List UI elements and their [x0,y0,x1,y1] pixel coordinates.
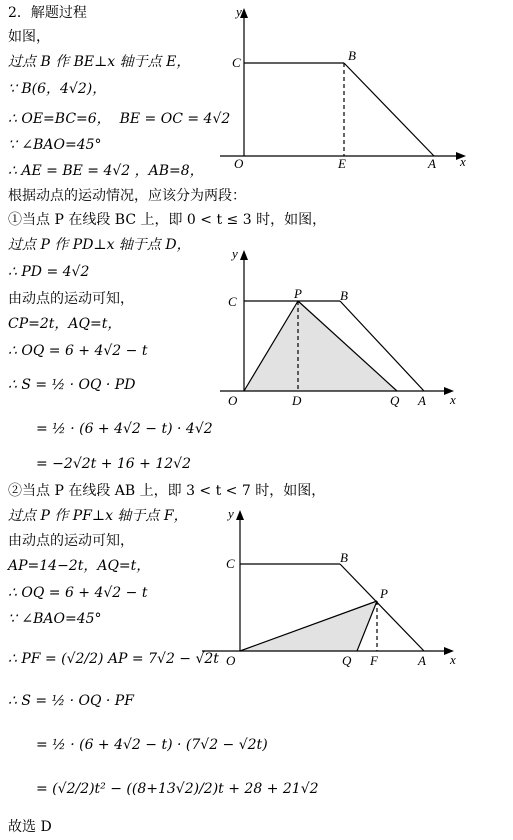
text-line: ∴ S = ½ · OQ · PD [8,377,136,393]
label-O: O [228,393,238,408]
text-line: CP=2t，AQ=t， [8,316,122,332]
y-axis-arrow [240,250,248,260]
text-line: AP=14−2t，AQ=t， [8,558,151,574]
label-P: P [380,586,388,601]
y-axis-arrow [236,510,244,520]
figure-3 [200,500,500,672]
text-line: ∵ ∠BAO=45° [8,137,102,153]
text-line: ∴ OQ = 6 + 4√2 − t [8,585,148,601]
text-line: ∴ OQ = 6 + 4√2 − t [8,343,148,359]
label-D: D [292,393,302,408]
label-A: A [418,653,426,668]
label-B: B [340,550,348,565]
section-header: 2．解题过程 [8,5,87,21]
text-line: ∴ S = ½ · OQ · PF [8,693,134,709]
text-line: 过点 P 作 PF⊥x 轴于点 F， [8,508,188,524]
text-line: ∴ PF = (√2/2) AP = 7√2 − √2t [8,651,219,667]
label-y: y [236,4,242,19]
figure-1 [220,0,510,172]
label-x: x [450,392,456,407]
label-Q: Q [390,393,400,408]
segment-BA [344,63,434,156]
label-y: y [232,246,238,261]
label-C: C [226,556,235,571]
text-line: ②当点 P 在线段 AB 上，即 3 < t < 7 时，如图， [8,483,326,499]
label-O: O [234,156,244,171]
label-y: y [228,506,234,521]
label-P: P [294,286,302,301]
text-line: ∴ PD = 4√2 [8,264,90,280]
text-line: 由动点的运动可知， [8,533,134,549]
text-line: 根据动点的运动情况，应该分为两段： [8,188,246,204]
text-line: 过点 P 作 PD⊥x 轴于点 D， [8,237,191,253]
label-x: x [450,652,456,667]
label-B: B [340,288,348,303]
label-F: F [370,653,378,668]
label-A: A [428,156,436,171]
text-line: ∵ ∠BAO=45° [8,611,102,627]
text-line: ①当点 P 在线段 BC 上，即 0 < t ≤ 3 时，如图， [8,212,327,228]
figure-2 [220,240,510,412]
text-line: = ½ · (6 + 4√2 − t) · (7√2 − √2t) [36,737,268,753]
label-A: A [418,393,426,408]
text-line: ∴ AE = BE = 4√2 ，AB=8， [8,163,204,179]
text-line: ∴ OE=BC=6， BE = OC = 4√2 [8,111,231,127]
text-line: 故选 D [8,819,52,835]
text-line: ∵ B(6，4√2)， [8,81,107,97]
label-B: B [348,48,356,63]
label-C: C [228,294,237,309]
label-C: C [232,55,241,70]
text-line: 如图， [8,29,50,45]
label-Q: Q [342,653,352,668]
text-line: 过点 B 作 BE⊥x 轴于点 E， [8,54,191,70]
label-x: x [460,154,466,169]
text-line: 由动点的运动可知， [8,291,134,307]
shaded-triangle-OPQ [244,301,397,391]
text-line: = ½ · (6 + 4√2 − t) · 4√2 [36,421,213,437]
label-O: O [226,653,236,668]
label-E: E [338,156,346,171]
text-line: = −2√2t + 16 + 12√2 [36,456,191,472]
text-line: = (√2/2)t² − ((8+13√2)/2)t + 28 + 21√2 [36,781,319,797]
